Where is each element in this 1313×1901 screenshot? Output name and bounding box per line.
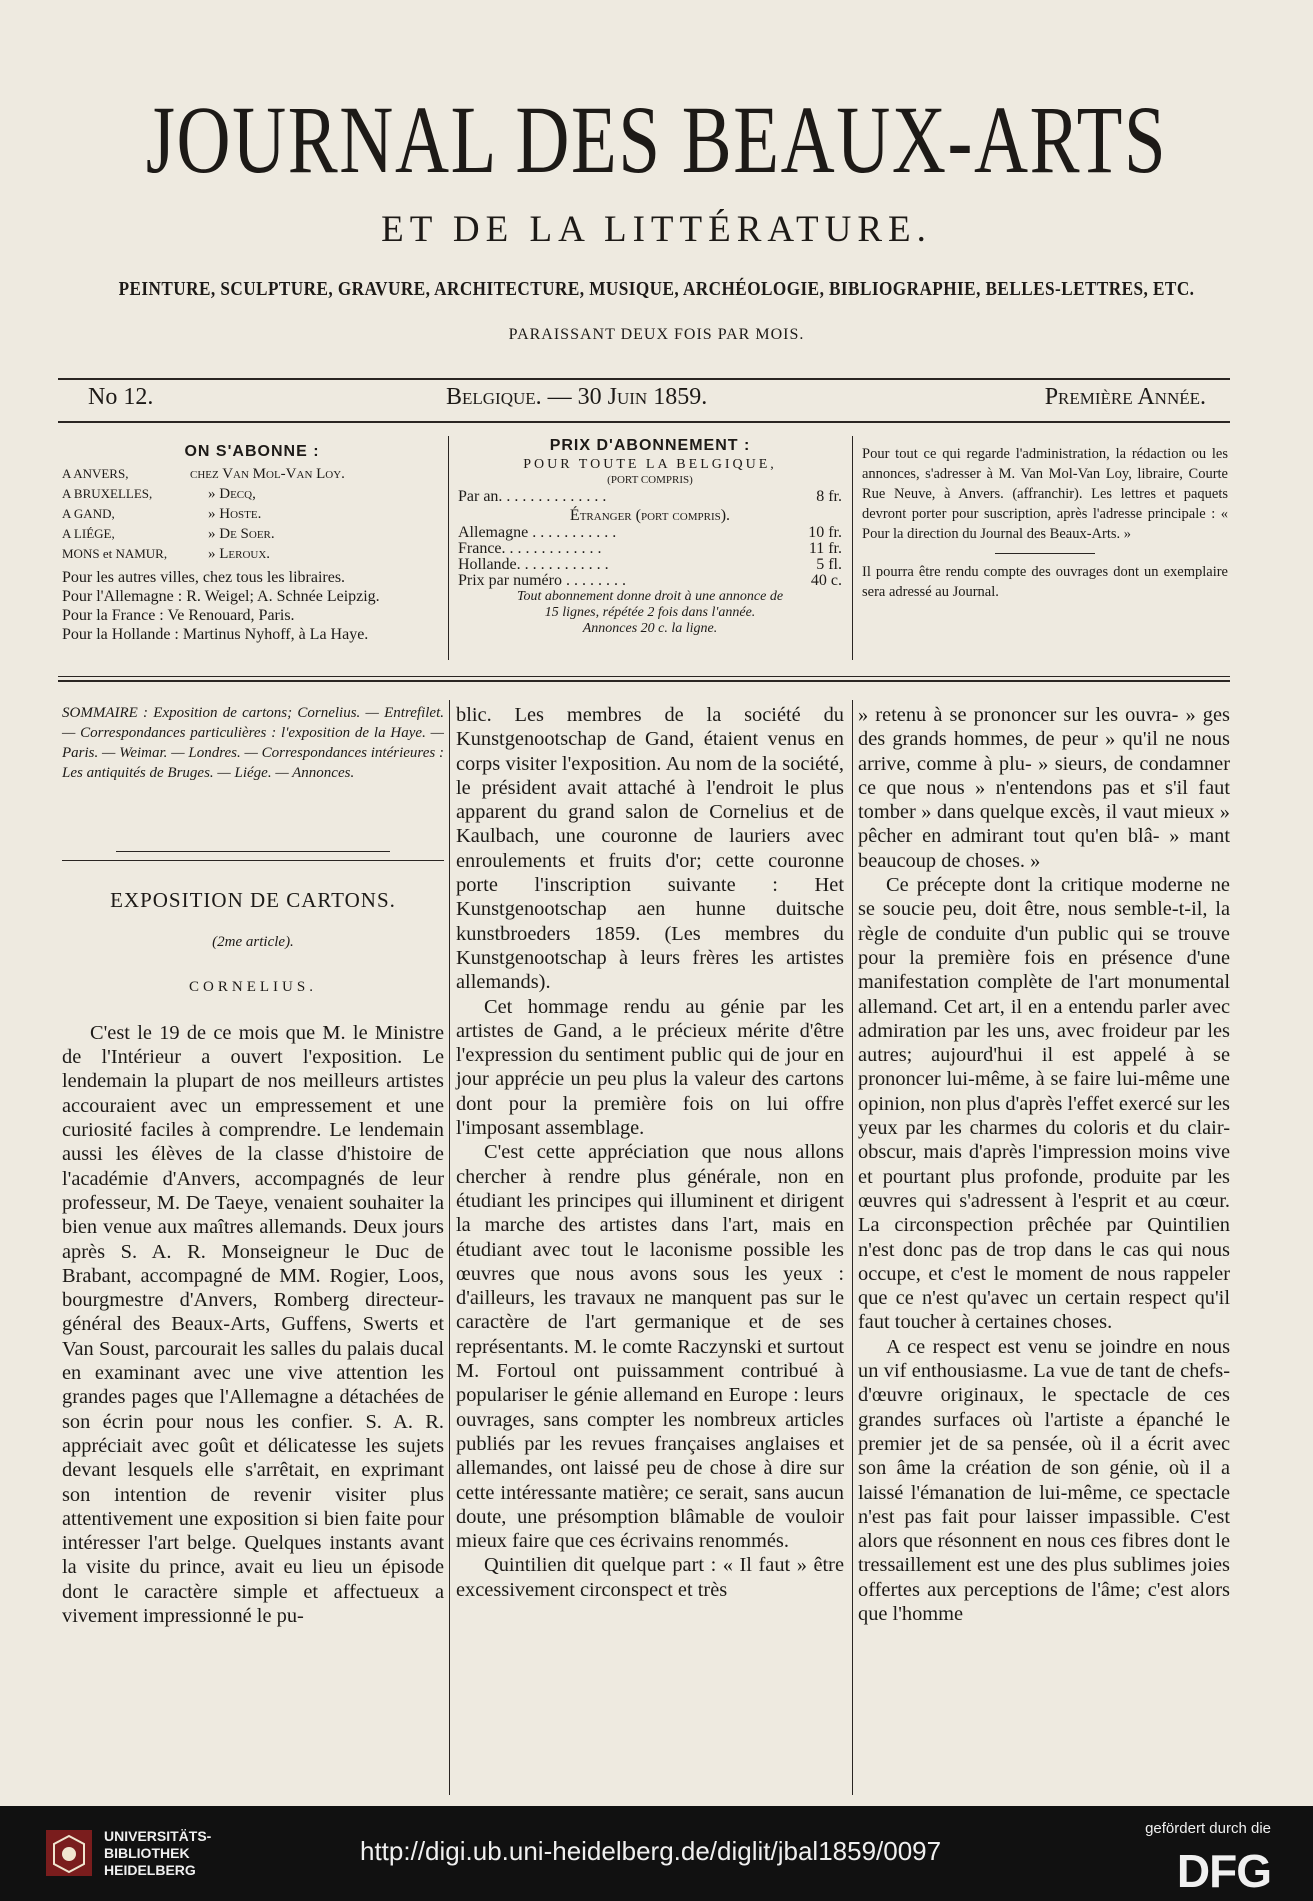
admin-divider: [995, 553, 1095, 554]
article-part: (2me article).: [212, 934, 294, 951]
permalink-url[interactable]: http://digi.ub.uni-heidelberg.de/diglit/jbal1859/0097: [360, 1836, 942, 1866]
paragraph: Cet hommage rendu au génie par les artistes de Gand, a le précieux mérite d'être l'expression du sentiment public qui de jour en jour apprécie un peu plus la valeur des cartons dont pour la première fois on lui offre l'imposant assemblage.: [456, 995, 844, 1140]
admin-text: Pour tout ce qui regarde l'administration, la rédaction ou les annonces, s'adresser à M. Van Mol-Van Loy, libraire, Courte Rue Neuve, à Anvers. (affranchir). Les lettres et paquets devront porter pour suscription, après l'adresse principale : « Pour la direction du Journal des Beaux-Arts. »: [862, 446, 1228, 542]
price-row: Allemagne . . . . . . . . . . . 10 fr.: [458, 524, 842, 541]
column-divider: [449, 700, 450, 1795]
prices-block: [458, 436, 842, 637]
paragraph: » retenu à se prononcer sur les ouvra- » ges des grands hommes, de peur » qu'il ne nous arrive, comme à plu- » sieurs, de condamner ce que nous » n'entendons pas et s'il faut tomber » dans quelque excès, il vaut mieux » pêcher en admirant tout qu'en blâ- » mant beaucoup de choses. »: [858, 704, 1230, 872]
prices-note: 15 lignes, répétée 2 fois dans l'année.: [544, 605, 756, 620]
issue-year: Première Année.: [1044, 384, 1206, 410]
subscribe-line: Pour la Hollande : Martinus Nyhoff, à La Haye.: [62, 626, 369, 643]
paragraph: C'est le 19 de ce mois que M. le Ministre de l'Intérieur a ouvert l'exposition. Le lendemain la plupart de nos meilleurs artistes accouraient avec un empressement et une curiosité faciles à comprendre. Le lendemain aussi les élèves de la classe d'histoire de l'académie d'Anvers, accompagnés de leur professeur, M. De Taeye, venaient souhaiter la bien venue aux maîtres allemands. Deux jours après S. A. R. Monseigneur le Duc de Brabant, accompagné de MM. Rogier, Loos, bourgmestre d'Anvers, Romberg directeur-général des Beaux-Arts, Guffens, Swerts et Van Soust, parcourait les salles du palais ducal en examinant avec une vive attention les grandes pages que l'Allemagne a détachées de son écrin pour nous les confier. S. A. R. appréciait avec goût et délicatesse les sujets devant lesquels elle s'arrêtait, en exprimant son intention de revenir visiter plus attentivement une exposition si bien faite pour intéresser l'art belge. Quelques instants avant la visite du prince, avait eu lieu un épisode dont le caractère simple et affectueux a vivement impressionné le pu-: [62, 1021, 444, 1628]
paragraph: blic. Les membres de la société du Kunstgenootschap de Gand, étaient venus en corps visiter l'exposition. Au nom de la société, le président avait attaché à l'endroit le plus apparent du grand salon de Cornelius et de Kaulbach, une couronne de lauriers avec enroulements et fruits d'or; cette couronne porte l'inscription suivante : Het Kunstgenootschap aen hunne duitsche kunstbroeders 1859. (Les membres du Kunstgenootschap à leurs frères les artistes allemands).: [456, 704, 844, 994]
paragraph: C'est cette appréciation que nous allons chercher à rendre plus générale, non en étudiant les principes qui illuminent et dirigent la marche des artistes dans l'art, mais en étudiant avec tout le laconisme possible les œuvres que nous avons sous les yeux : d'ailleurs, les travaux ne manquent pas sur le caractère de l'art germanique et de ses représentants. M. le comte Raczynski et surtout M. Fortoul ont puissamment contribué à populariser le génie allemand en Europe : leurs ouvrages, sans compter les nombreux articles publiés par les revues françaises anglaises et allemandes, ont laissé peu de chose à dire sur cette intéressante matière; ce serait, sans aucun doute, une présomption blâmable de vouloir mieux faire que ces écrivains renommés.: [456, 1141, 844, 1553]
prices-heading: PRIX D'ABONNEMENT :: [549, 437, 751, 454]
subscribe-line: Pour l'Allemagne : R. Weigel; A. Schnée Leipzig.: [62, 588, 380, 605]
journal-title: JOURNAL DES BEAUX-ARTS: [145, 86, 1168, 193]
subscribe-row: A BRUXELLES, » Decq,: [62, 486, 256, 502]
article-column-1: [62, 888, 444, 1628]
library-seal-icon: [44, 1828, 94, 1878]
prices-sub1: POUR TOUTE LA BELGIQUE,: [523, 457, 777, 472]
sommaire: SOMMAIRE : Exposition de cartons; Cornelius. — Entrefilet. — Correspondances particulières : l'exposition de la Haye. — Paris. — Weimar. — Londres. — Correspondances intérieures : Les antiquités de Bruges. — Liége. — Annonces.: [62, 705, 444, 781]
prices-note: Tout abonnement donne droit à une annonce de: [516, 589, 784, 604]
subscribe-line: Pour la France : Ve Renouard, Paris.: [62, 607, 295, 624]
subscribe-row: MONS et NAMUR, » Leroux.: [62, 546, 271, 562]
article-subheading: CORNELIUS.: [189, 978, 317, 995]
subscribe-block: [62, 442, 442, 644]
price-row: Hollande. . . . . . . . . . . . 5 fl.: [458, 556, 842, 573]
funding-label: gefördert durch die: [1145, 1820, 1271, 1837]
prices-sub2: (PORT COMPRIS): [607, 474, 693, 486]
column-divider: [852, 700, 853, 1795]
dfg-logo: DFG: [1176, 1845, 1271, 1897]
journal-topics: PEINTURE, SCULPTURE, GRAVURE, ARCHITECTURE, MUSIQUE, ARCHÉOLOGIE, BIBLIOGRAPHIE, BELLES-LETTRES, ETC.: [118, 278, 1195, 300]
journal-subtitle: ET DE LA LITTÉRATURE.: [381, 209, 932, 250]
price-row: Prix par numéro . . . . . . . . 40 c.: [458, 572, 842, 589]
sommaire-rule: [116, 851, 390, 852]
subscribe-row: A GAND, » Hoste.: [62, 506, 262, 522]
subscribe-heading: ON S'ABONNE :: [184, 443, 320, 460]
article-column-3: [858, 703, 1230, 1626]
subscribe-row: A ANVERS, chez Van Mol-Van Loy.: [62, 466, 345, 482]
paragraph: Ce précepte dont la critique moderne ne se soucie peu, doit être, nous semble-t-il, la règle de conduite d'un public qui se trouve pour la première fois en présence d'une manifestation complète de l'art monumental allemand. Cet art, il en a entendu parler avec admiration par les uns, avec froideur par les autres; aujourd'hui il est appelé à se prononcer lui-même, à se faire lui-même une opinion, non plus d'après l'effet exercé sur les yeux par les charmes du coloris et du clair-obscur, mais d'après l'impression moins vive et pourtant plus profonde, produite par les œuvres qui s'adressent à l'esprit et au cœur. La circonspection prêchée par Quintilien n'est donc pas de trop dans le cas qui nous occupe, et c'est le moment de nous rappeler que ce n'est qu'avec un certain respect qu'il faut toucher à certaines choses.: [858, 874, 1230, 1334]
library-name: UNIVERSITÄTS- BIBLIOTHEK HEIDELBERG: [104, 1828, 212, 1878]
article-heading: EXPOSITION DE CARTONS.: [110, 888, 396, 912]
column-divider: [448, 436, 449, 660]
admin-block: [862, 444, 1228, 602]
sommaire-rule: [62, 860, 444, 861]
paragraph: A ce respect est venu se joindre en nous un vif enthousiasme. La vue de tant de chefs-d'œuvre originaux, le spectacle de ces grandes surfaces où l'artiste a épanché le premier jet de sa pensée, où il a écrit avec son âme la création de son génie, où il a laissé l'émanation de lui-même, ce spectacle n'est pas fait pour laisser impassible. C'est alors que résonnent en nous ces fibres dont le tressaillement est une des plus sublimes joies offertes aux perceptions de l'âme; c'est alors que l'homme: [858, 1335, 1230, 1625]
paragraph: Quintilien dit quelque part : « Il faut » être excessivement circonspect et très: [456, 1554, 844, 1601]
issue-place-date: Belgique. — 30 Juin 1859.: [446, 384, 708, 410]
prices-note: Annonces 20 c. la ligne.: [582, 621, 718, 636]
header-bottom-rule: [58, 676, 1230, 677]
issue-rule: [58, 421, 1230, 423]
top-rule: [58, 378, 1230, 380]
subscribe-line: Pour les autres villes, chez tous les libraires.: [62, 569, 346, 586]
header-bottom-rule: [58, 680, 1230, 682]
subscribe-row: A LIÉGE, » De Soer.: [62, 526, 275, 542]
publication-frequency: PARAISSANT DEUX FOIS PAR MOIS.: [508, 326, 805, 343]
admin-note: Il pourra être rendu compte des ouvrages dont un exemplaire sera adressé au Journal.: [862, 564, 1228, 600]
price-row: Par an. . . . . . . . . . . . . . 8 fr.: [458, 488, 842, 505]
issue-number: No 12.: [88, 384, 154, 410]
column-divider: [852, 436, 853, 660]
digitization-footer: [0, 1806, 1313, 1901]
issue-bar: [62, 384, 1230, 420]
price-row: France. . . . . . . . . . . . . 11 fr.: [458, 540, 842, 557]
prices-etranger: Étranger (port compris).: [569, 507, 731, 524]
article-column-2: [456, 703, 844, 1602]
